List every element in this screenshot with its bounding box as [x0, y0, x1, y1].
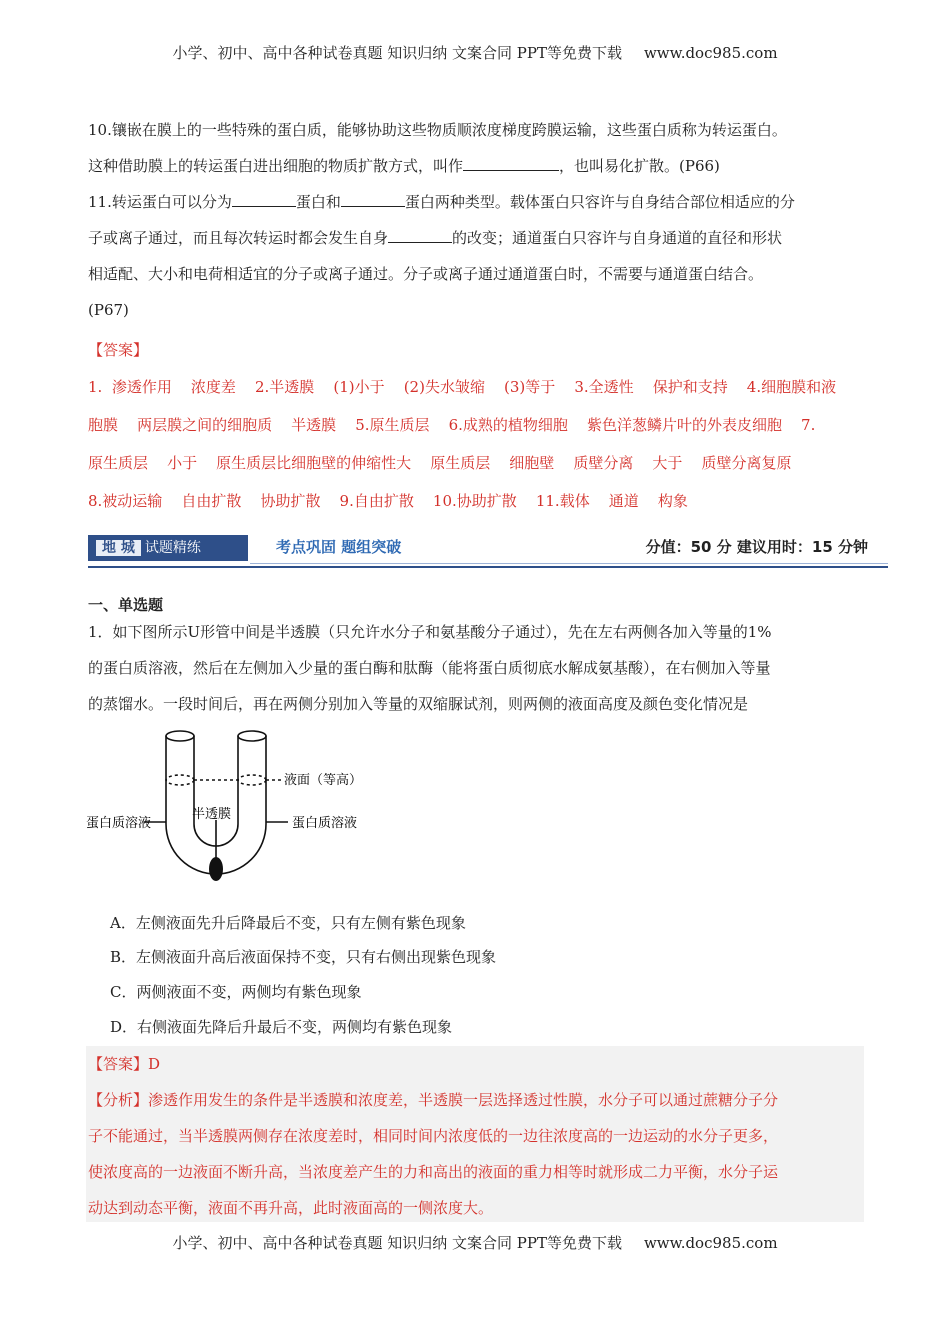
- q1-answer: [88, 1046, 868, 1226]
- banner-tag: 地 城 试题精练: [88, 535, 248, 561]
- option-a[interactable]: A．左侧液面先升后降最后不变，只有左侧有紫色现象: [110, 914, 466, 932]
- analysis-line: 子不能通过，当半透膜两侧存在浓度差时，相同时间内浓度低的一边往浓度高的一边运动的水分子更多，: [88, 1127, 779, 1145]
- q1-line: 的蒸馏水。一段时间后，再在两侧分别加入等量的双缩脲试剂，则两侧的液面高度及颜色变化情况是: [88, 695, 749, 713]
- blank: [232, 191, 296, 207]
- header-url[interactable]: www.doc985.com: [643, 44, 778, 62]
- q11-line1: 11.转运蛋白可以分为 蛋白和 蛋白两种类型。载体蛋白只容许与自身结合部位相适应的分: [88, 193, 795, 211]
- option-c[interactable]: C．两侧液面不变，两侧均有紫色现象: [110, 983, 362, 1001]
- q10-line1: 10.镶嵌在膜上的一些特殊的蛋白质，能够协助这些物质顺浓度梯度跨膜运输，这些蛋白质称为转运蛋白。: [88, 121, 787, 139]
- header-text: 小学、初中、高中各种试卷真题 知识归纳 文案合同 PPT等免费下载: [172, 44, 622, 62]
- question-11: [88, 184, 868, 328]
- answer-line: 1. 渗透作用 浓度差 2.半透膜 (1)小于 (2)失水皱缩 (3)等于 3.全透性 保护和支持 4.细胞膜和液: [88, 378, 837, 396]
- answer-line: 胞膜 两层膜之间的细胞质 半透膜 5.原生质层 6.成熟的植物细胞 紫色洋葱鳞片叶的外表皮细胞 7.: [88, 416, 816, 434]
- right-tube-opening: [238, 731, 266, 741]
- section-banner: [88, 531, 888, 565]
- label-right-solution: 蛋白质溶液: [292, 816, 358, 831]
- answer-heading: 【答案】: [88, 341, 149, 359]
- option-d[interactable]: D．右侧液面先降后升最后不变，两侧均有紫色现象: [110, 1018, 453, 1036]
- q1-answer-label: 【答案】D: [88, 1055, 161, 1073]
- question-1: [88, 614, 868, 722]
- right-liquid-level: [238, 775, 266, 785]
- blank: [463, 155, 559, 171]
- question-10: [88, 112, 868, 184]
- analysis-line: 【分析】渗透作用发生的条件是半透膜和浓度差，半透膜一层选择透过性膜，水分子可以通过蔗糖分子分: [88, 1091, 779, 1109]
- u-tube-figure: [86, 724, 386, 894]
- footer-url[interactable]: www.doc985.com: [643, 1234, 778, 1252]
- banner-tag-location: 地 城: [96, 540, 141, 556]
- banner-score: 分值：50 分 建议用时：15 分钟: [645, 538, 868, 556]
- divider: [88, 566, 888, 568]
- q10-line2: 这种借助膜上的转运蛋白进出细胞的物质扩散方式，叫作 ，也叫易化扩散。(P66): [88, 157, 720, 175]
- membrane-block: [209, 857, 223, 881]
- blank: [388, 227, 452, 243]
- label-left-solution: 蛋白质溶液: [86, 816, 152, 831]
- divider: [250, 563, 888, 564]
- q11-line3: 相适配、大小和电荷相适宜的分子或离子通过。分子或离子通过通道蛋白时，不需要与通道蛋白结合。: [88, 265, 764, 283]
- page-header: [0, 42, 950, 63]
- footer-text: 小学、初中、高中各种试卷真题 知识归纳 文案合同 PPT等免费下载: [172, 1234, 622, 1252]
- label-level: 液面（等高）: [284, 773, 363, 788]
- blank: [341, 191, 405, 207]
- left-liquid-level: [166, 775, 194, 785]
- option-b[interactable]: B．左侧液面升高后液面保持不变，只有右侧出现紫色现象: [110, 948, 497, 966]
- q1-line: 1．如下图所示U形管中间是半透膜（只允许水分子和氨基酸分子通过），先在左右两侧各加入等量的1%: [88, 623, 772, 641]
- analysis-line: 动达到动态平衡，液面不再升高，此时液面高的一侧浓度大。: [88, 1199, 494, 1217]
- answer-block: [88, 332, 868, 520]
- banner-subtitle: 考点巩固 题组突破: [276, 538, 402, 556]
- section-title: 一、单选题: [88, 596, 164, 614]
- label-membrane: 半透膜: [192, 807, 232, 822]
- left-tube-opening: [166, 731, 194, 741]
- answer-line: 8.被动运输 自由扩散 协助扩散 9.自由扩散 10.协助扩散 11.载体 通道 构象: [88, 492, 688, 510]
- analysis-line: 使浓度高的一边液面不断升高，当浓度差产生的力和高出的液面的重力相等时就形成二力平衡，水分子运: [88, 1163, 779, 1181]
- page-footer: [0, 1232, 950, 1253]
- q11-line2: 子或离子通过，而且每次转运时都会发生自身 的改变；通道蛋白只容许与自身通道的直径和形状: [88, 229, 783, 247]
- answer-line: 原生质层 小于 原生质层比细胞壁的伸缩性大 原生质层 细胞壁 质壁分离 大于 质壁分离复原: [88, 454, 792, 472]
- q1-line: 的蛋白质溶液，然后在左侧加入少量的蛋白酶和肽酶（能将蛋白质彻底水解成氨基酸），在右侧加入等量: [88, 659, 771, 677]
- q11-line4: (P67): [88, 301, 129, 319]
